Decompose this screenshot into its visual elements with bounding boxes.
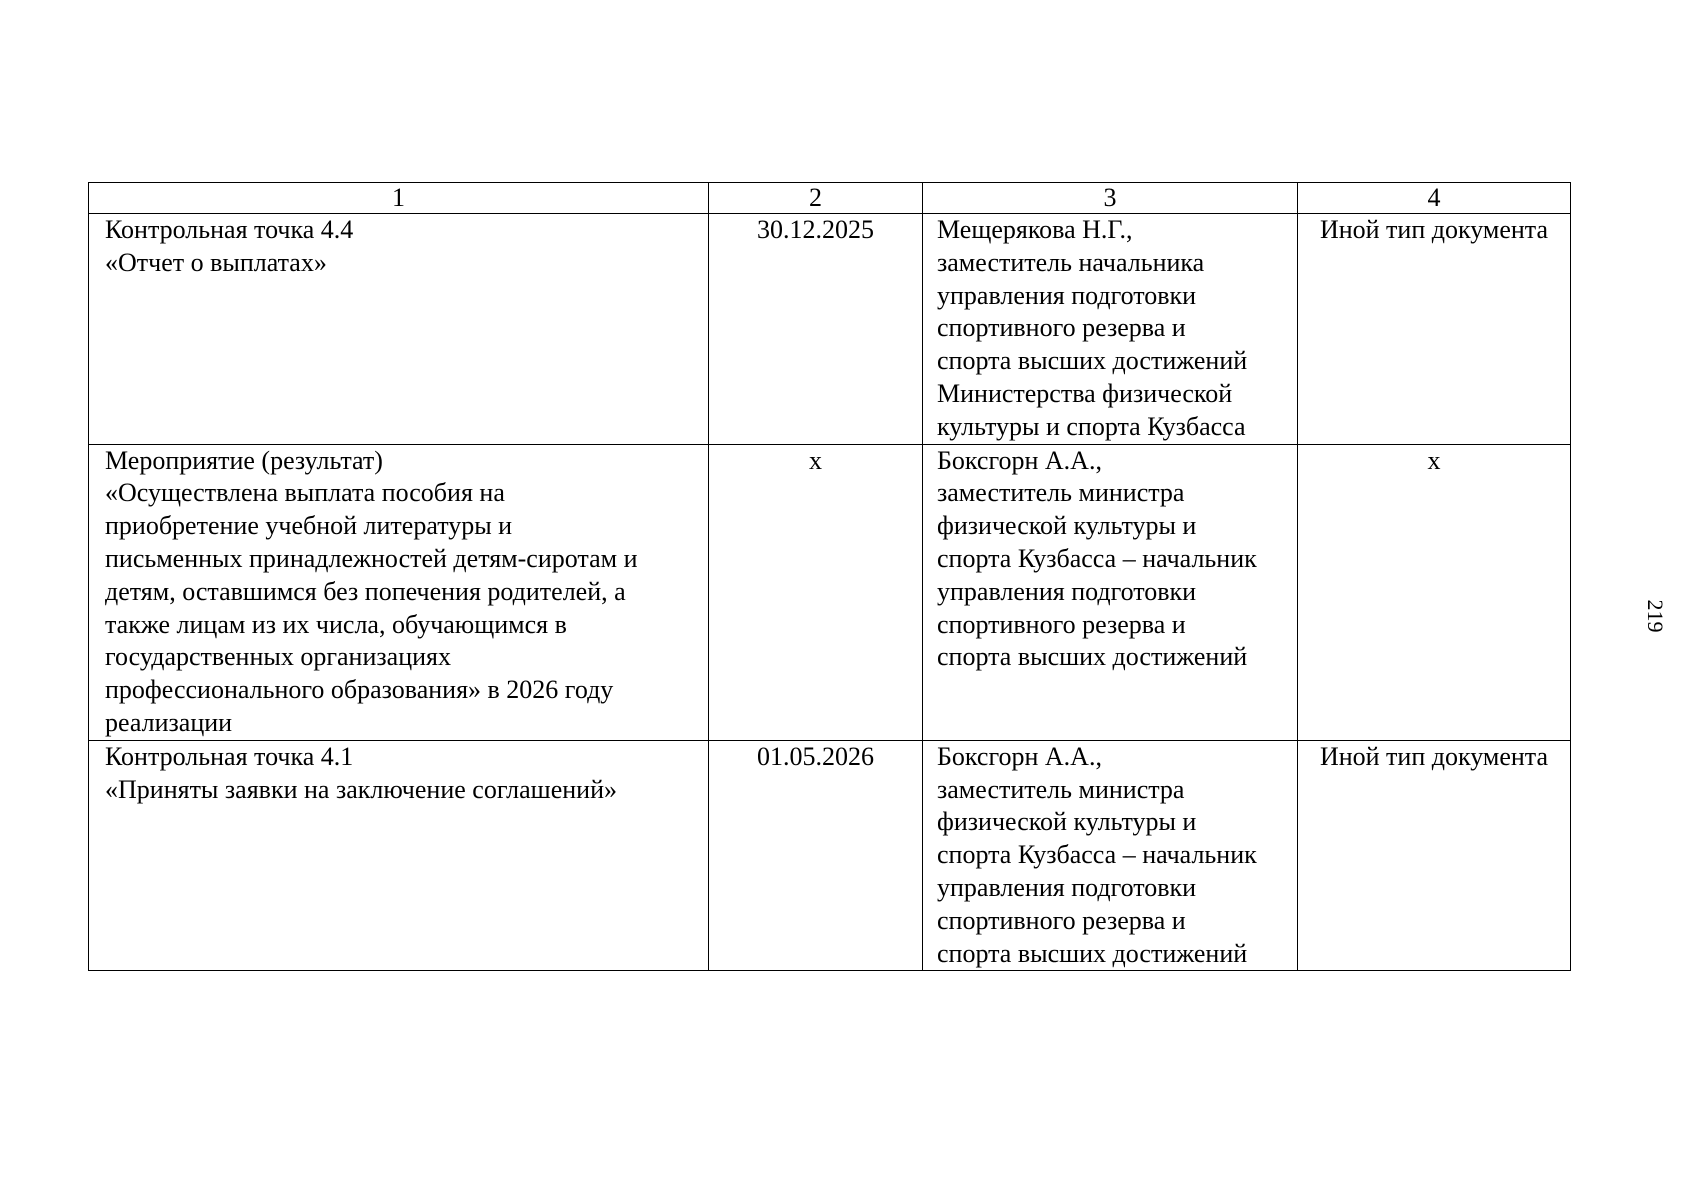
row-3-name-line: «Приняты заявки на заключение соглашений» — [105, 774, 617, 804]
header-cell-3: 3 — [923, 183, 1298, 214]
row-1-name-line: Контрольная точка 4.4 — [105, 215, 354, 244]
row-2-name-cell — [89, 444, 709, 740]
row-1-date-cell: 30.12.2025 — [709, 214, 923, 445]
row-2-responsible-line: управления подготовки — [937, 576, 1197, 606]
row-2-name-line: реализации — [105, 707, 233, 737]
row-2-name-line: также лицам из их числа, обучающимся в — [105, 609, 567, 639]
row-3-responsible-line: Боксгорн А.А., — [937, 741, 1102, 771]
row-1-responsible-line: заместитель начальника — [937, 247, 1205, 277]
header-cell-1: 1 — [89, 183, 709, 214]
row-1-name-cell — [89, 214, 709, 445]
row-2-responsible-line: физической культуры и — [937, 511, 1197, 541]
row-1-responsible-line: Министерства физической — [937, 378, 1233, 408]
header-cell-4: 4 — [1298, 183, 1571, 214]
header-cell-2: 2 — [709, 183, 923, 214]
row-2-name-line: государственных организациях — [105, 642, 451, 672]
row-2-name-line: детям, оставшимся без попечения родителей, а — [105, 576, 626, 606]
row-2-name-line: Мероприятие (результат) — [105, 445, 383, 475]
row-3-responsible-line: спортивного резерва и — [937, 905, 1186, 935]
row-2-name-line: письменных принадлежностей детям-сиротам и — [105, 543, 638, 573]
row-1-responsible-line: Мещерякова Н.Г., — [937, 215, 1133, 244]
row-3-name-cell — [89, 740, 709, 971]
row-1-name-line: «Отчет о выплатах» — [105, 247, 327, 277]
row-1-doctype-cell: Иной тип документа — [1298, 214, 1571, 445]
row-2-responsible-cell — [923, 444, 1298, 740]
row-3-date-cell: 01.05.2026 — [709, 740, 923, 971]
row-2-doctype-cell: x — [1298, 444, 1571, 740]
row-3-responsible-line: спорта высших достижений — [937, 938, 1248, 968]
row-2-responsible-line: заместитель министра — [937, 478, 1185, 508]
row-2-date-cell: x — [709, 444, 923, 740]
row-3-doctype-cell: Иной тип документа — [1298, 740, 1571, 971]
page-number: 219 — [1643, 599, 1668, 633]
row-2-responsible-line: Боксгорн А.А., — [937, 445, 1102, 475]
row-2-name-line: приобретение учебной литературы и — [105, 511, 513, 541]
row-3-responsible-line: физической культуры и — [937, 807, 1197, 837]
row-1-responsible-line: спортивного резерва и — [937, 313, 1186, 343]
row-2-responsible-line: спорта высших достижений — [937, 642, 1248, 672]
row-2-name-line: «Осуществлена выплата пособия на — [105, 478, 505, 508]
row-3-name-line: Контрольная точка 4.1 — [105, 741, 354, 771]
row-3-responsible-cell — [923, 740, 1298, 971]
row-2-name-line: профессионального образования» в 2026 году — [105, 675, 614, 705]
row-1-responsible-cell — [923, 214, 1298, 445]
row-2-responsible-line: спортивного резерва и — [937, 609, 1186, 639]
table-row — [89, 444, 1571, 740]
row-2-responsible-line: спорта Кузбасса – начальник — [937, 543, 1257, 573]
row-1-responsible-line: культуры и спорта Кузбасса — [937, 411, 1246, 441]
table-header-row — [89, 183, 1571, 214]
row-3-responsible-line: спорта Кузбасса – начальник — [937, 840, 1257, 870]
row-1-responsible-line: управления подготовки — [937, 280, 1197, 310]
document-table — [88, 182, 1571, 971]
row-3-responsible-line: управления подготовки — [937, 872, 1197, 902]
table-row — [89, 740, 1571, 971]
table-row — [89, 214, 1571, 445]
row-3-responsible-line: заместитель министра — [937, 774, 1185, 804]
row-1-responsible-line: спорта высших достижений — [937, 346, 1248, 376]
